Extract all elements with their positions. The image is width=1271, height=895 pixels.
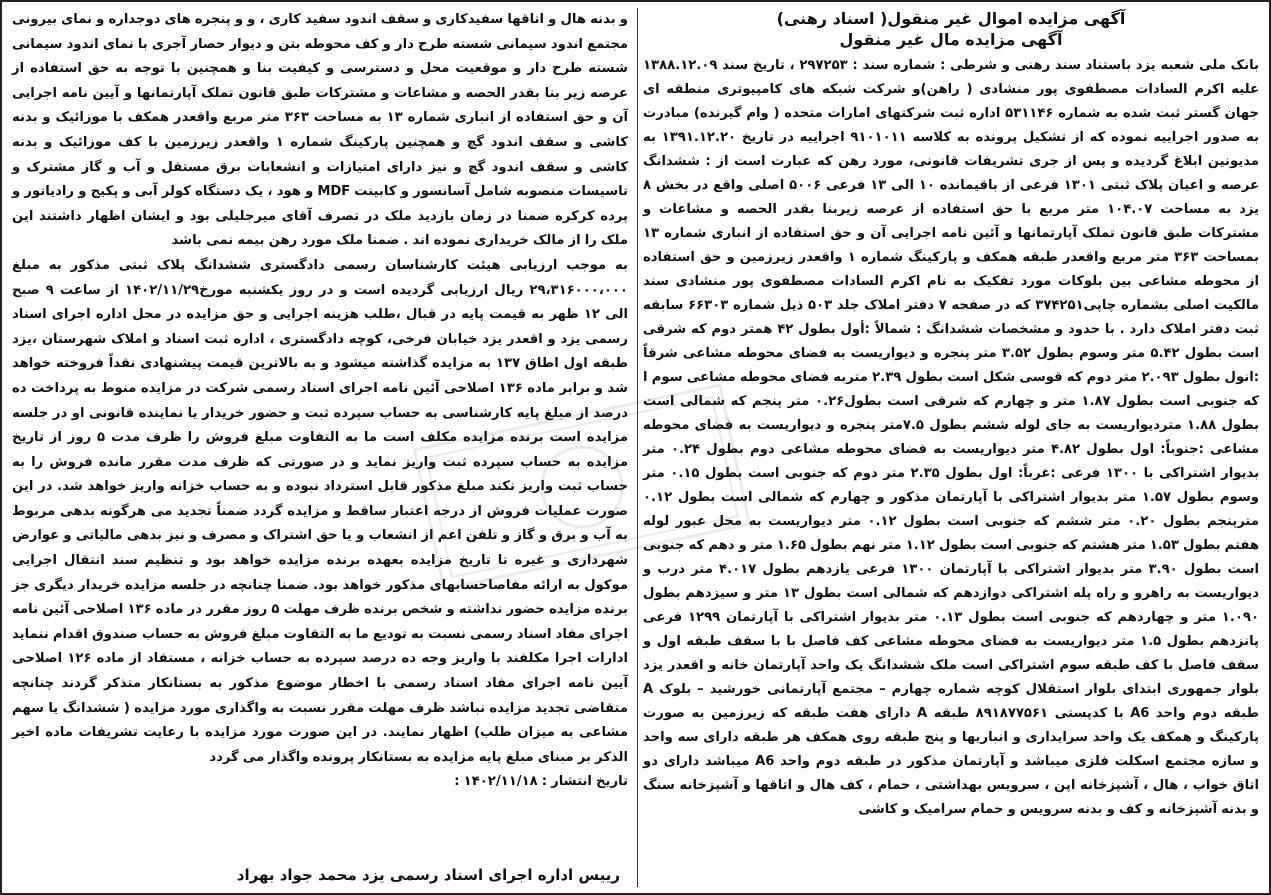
right-column-text: بانک ملی شعبه یزد باستناد سند رهنی و شرطی : شماره سند : ۲۹۷۲۵۳ ، تاریخ سند ۱۳۸۸.۱۲.۰۹ علیه اکرم السادات مصطفوی پور منشادی ( راهن)و شرکت شبکه های کامپیوتری منطقه ای جهان گستر ثبت شده به شماره ۵۳۱۱۴۶ اداره ثبت شرکتهای امارات متحده ( وام گیرنده) مبادرت به صدور اجراییه نموده که از تشکیل پرونده به کلاسه ۹۱۰۱۰۱۱ اجراییه در تاریخ ۱۳۹۱.۱۲.۲۰ به مدیونین ابلاغ گردیده و پس از جری تشریفات قانونی، مورد رهن که عبارت است از : ششدانگ عرصه و اعیان پلاک ثبتی ۱۳۰۱ فرعی از باقیمانده ۱۰ الی ۱۳ فرعی ۵۰۰۶ اصلی واقع در بخش ۸ یزد به مساحت ۱۰۴.۰۷ متر مربع با حق استفاده از عرصه زیربنا بقدر الحصه و مشاعات و مشترکات طبق قانون تملک آپارتمانها و آئین نامه اجرایی آن و حق استفاده از انباری شماره ۱۳ بمساحت ۳۶۳ متر مربع واقعدر طبقه همکف و پارکینگ شماره ۱ واقعدر زیرزمین و حق استفاده از محوطه مشاعی بین بلوکات مورد تفکیک به نام اکرم السادات مصطفوی پور منشادی سند مالکیت اصلی بشماره چاپی۳۷۴۲۵۱ که در صفحه ۷ دفتر املاک جلد ۵۰۳ ذیل شماره ۶۶۳۰۳ سابقه ثبت دفتر املاک دارد . با حدود و مشخصات ششدانگ : شمالاً :أول بطول ۴۲ همتر دوم که شرقی است بطول ۵.۴۲ متر وسوم بطول ۳.۵۲ متر پنجره و دیواریست به فضای محوطه مشاعی شرقاً :انول بطول ۲.۰۹۳ متر دوم که قوسی شکل است بطول ۲.۳۹ متربه فضای محوطه مشاعی سوم ا که جنوبی است بطول ۱.۸۷ متر و چهارم که شرقی است بطول۰.۲۶ متر پنجم که شمالی است بطول ۱.۸۸ متردیواریست به جای لوله ششم بطول ۷.۵متر پنجره و دیواریست به فضای محوطه مشاعی :جنوباً: اول بطول ۴.۸۲ متر دیواریست به فضای محوطه مشاعی دوم بطول ۰.۲۴ متر بدیوار اشتراکی با ۱۳۰۰ فرعی :غرباً: اول بطول ۲.۳۵ متر دوم که جنوبی است بطول ۰.۱۵ متر وسوم بطول ۱.۵۷ متر بدیوار اشتراکی با آپارتمان مذکور و چهارم که شمالی است بطول ۰.۱۲ مترپنجم بطول ۰.۲۰ متر ششم که جنوبی است بطول ۰.۱۲ متر دیواریست به محل عبور لوله هفتم بطول ۱.۵۳ متر هشتم که جنوبی است بطول ۱.۱۲ متر نهم بطول ۱.۶۵ متر و دهم که جنوبی است بطول ۳.۹۰ متر بدیوار اشتراکی با آپارتمان ۱۳۰۰ فرعی یازدهم بطول ۴.۰۱۷ متر درب و دیواریست به راهرو و راه پله اشتراکی دوازدهم که شمالی است بطول ۱۳ متر و سیزدهم بطول ۱.۰۹۰ متر و چهاردهم که جنوبی است بطول ۰.۱۳ متر بدیوار اشتراکی با آپارتمان ۱۲۹۹ فرعی پانزدهم بطول ۱.۵ متر دیواریست به فضای محوطه مشاعی کف فاصل با با سقف طبقه اول و سقف فاصل با کف طبقه سوم اشتراکی است ملک ششدانگ یک واحد آپارتمان خانه و اقعدر یزد بلوار جمهوری ابتدای بلوار استقلال کوچه شماره چهارم – مجتمع آپارتمانی خورشید – بلوک A طبقه دوم واحد A6 با کدپستی ۸۹۱۸۷۷۵۶۱ طبقه A دارای هفت طبقه که زیرزمین به صورت پارکینگ و همکف یک واحد سرایداری و انباریها و پنج طبقه روی همکف هر طبقه دارای سه واحد و سازه مجتمع اسکلت فلزی میباشد و آپارتمان مذکور در طبقه دوم واحد A6 میباشد دارای دو اتاق خواب ، هال ، آشپزخانه اپن ، سرویس بهداشتی ، حمام ، کف هال و اتاقها و آشپزخانه سنگ و بدنه آشپزخانه و کف و بدنه سرویس و حمام سرامیک و کاشی [643,58,1260,817]
notice-subtitle: آگهی مزایده مال غیر منقول [839,30,1063,49]
signature: رییس اداره اجرای اسناد رسمی یزد محمد جواد بهراد [236,866,620,884]
notice-title: آگهی مزایده اموال غیر منقول( اسناد رهنی) [776,9,1126,28]
property-description-paragraph: و بدنه هال و اتاقها سفیدکاری و سقف اندود سفید کاری ، و و پنجره های دوجداره و نمای بیرونی مجتمع اندود سیمانی شسته طرح دار و کف محوطه بتن و دیوار حصار آجری با نمای اندود سیمانی شسته طرح دار و موقعیت محل و دسترسی و کیفیت بنا و همچنین با توجه به حق استفاده از عرصه زیر بنا بقدر الحصه و مشاعات و مشترکات طبق قانون تملک آپارتمانها و آیین نامه اجرایی آن و حق استفاده از انباری شماره ۱۳ به مساحت ۳۶۳ متر مربع واقعدر همکف با موزائیک و بدنه کاشی و سقف اندود گچ و همچنین پارکینگ شماره ۱ واقعدر زیرزمین با کف موزائیک و بدنه کاشی و سقف اندود گچ و نیز دارای امتیازات و انشعابات برق مستقل و آب و گاز مشترک و تاسیسات منصوبه شامل آسانسور و کابینت MDF و هود ، یک دستگاه کولر آبی و پکیج و رادیاتور و پرده کرکره ضمنا در زمان بازدید ملک در تصرف آقای میرجلیلی بود و ایشان اظهار داشتند این ملک را از مالک خریداری نموده اند . ضمنا ملک مورد رهن بیمه نمی باشد [12,12,629,249]
publish-date: تاریخ انتشار : ۱۴۰۲/۱۱/۱۸ : [454,774,628,790]
left-column [12,8,628,887]
auction-terms-paragraph: به موجب ارزیابی هیئت کارشناسان رسمی دادگستری ششدانگ پلاک ثبتی مذکور به مبلغ ۲۹،۳۱۶۰۰۰،۰۰۰ ریال ارزیابی گردیده است و در روز یکشنبه مورخ۱۴۰۲/۱۱/۲۹ از ساعت ۹ صبح الی ۱۲ ظهر به قیمت پایه در قبال ،طلب هزینه اجرایی و حق مزایده در محل اداره اجرای اسناد رسمی یزد و اقعدر یزد خیابان فرخی، کوچه دادگستری ، اداره ثبت اسناد و املاک شهرستان ،یزد طبقه اول اطاق ۱۳۷ به مزایده گذاشته میشود و به بالاترین قیمت پیشنهادی نقداً فروخته خواهد شد و برابر ماده ۱۳۶ اصلاحی آئین نامه اجرای اسناد رسمی شرکت در مزایده منوط به پرداخت ده درصد از مبلغ پایه کارشناسی به حساب سپرده ثبت و حضور خریدار یا نماینده قانونی او در جلسه مزایده است برنده مزایده مکلف است ما به التفاوت مبلغ فروش را ظرف مدت ۵ روز از تاریخ مزایده به حساب سپرده ثبت واریز نماید و در صورتی که ظرف مدت مقرر مانده فروش را به حساب ثبت واریز نکند مبلغ مذکور قابل استرداد نبوده و به حساب خزانه واریز خواهد شد. در این صورت عملیات فروش از درجه اعتبار ساقط و مزایده گردد ضمناً تجدید می هرگونه بدهی مربوط به آب و برق و گاز و تلفن اعم از انشعاب و یا حق اشتراک و مصرف و نیز بدهی مالیاتی و عوارض شهرداری و غیره تا تاریخ مزایده بعهده برنده مزایده خواهد بود و تنظیم سند انتقال اجرایی موکول به ارائه مفاصاحسابهای مذکور خواهد بود. ضمنا چنانچه در جلسه مزایده خریدار دیگری جز برنده مزایده حضور نداشته و شخص برنده ظرف مهلت ۵ روز مقرر در ماده ۱۳۶ اصلاحی آئین نامه اجرای مفاد اسناد رسمی نسبت به تودیع ما به التفاوت مبلغ فروش به حساب صندوق اقدام ننماید ادارات اجرا مکلفند با واریز وجه ده درصد سپرده به حساب خزانه ، مستفاد از ماده ۱۲۶ اصلاحی آیین نامه اجرای مفاد اسناد رسمی با اخطار موضوع مذکور به بستانکار متذکر گردند چنانچه متقاضی تجدید مزایده نباشد ظرف مهلت مقرر نسبت به واگذاری مورد مزایده ( ششدانگ یا سهم مشاعی به میزان طلب) اظهار نمایند. در این صورت مورد مزایده با رعایت تشریفات ماده اخیر الذکر بر مبنای مبلغ پایه مزایده به بستانکار پرونده واگذار می گردد [12,257,629,765]
right-column [643,8,1259,887]
column-divider [637,8,638,887]
